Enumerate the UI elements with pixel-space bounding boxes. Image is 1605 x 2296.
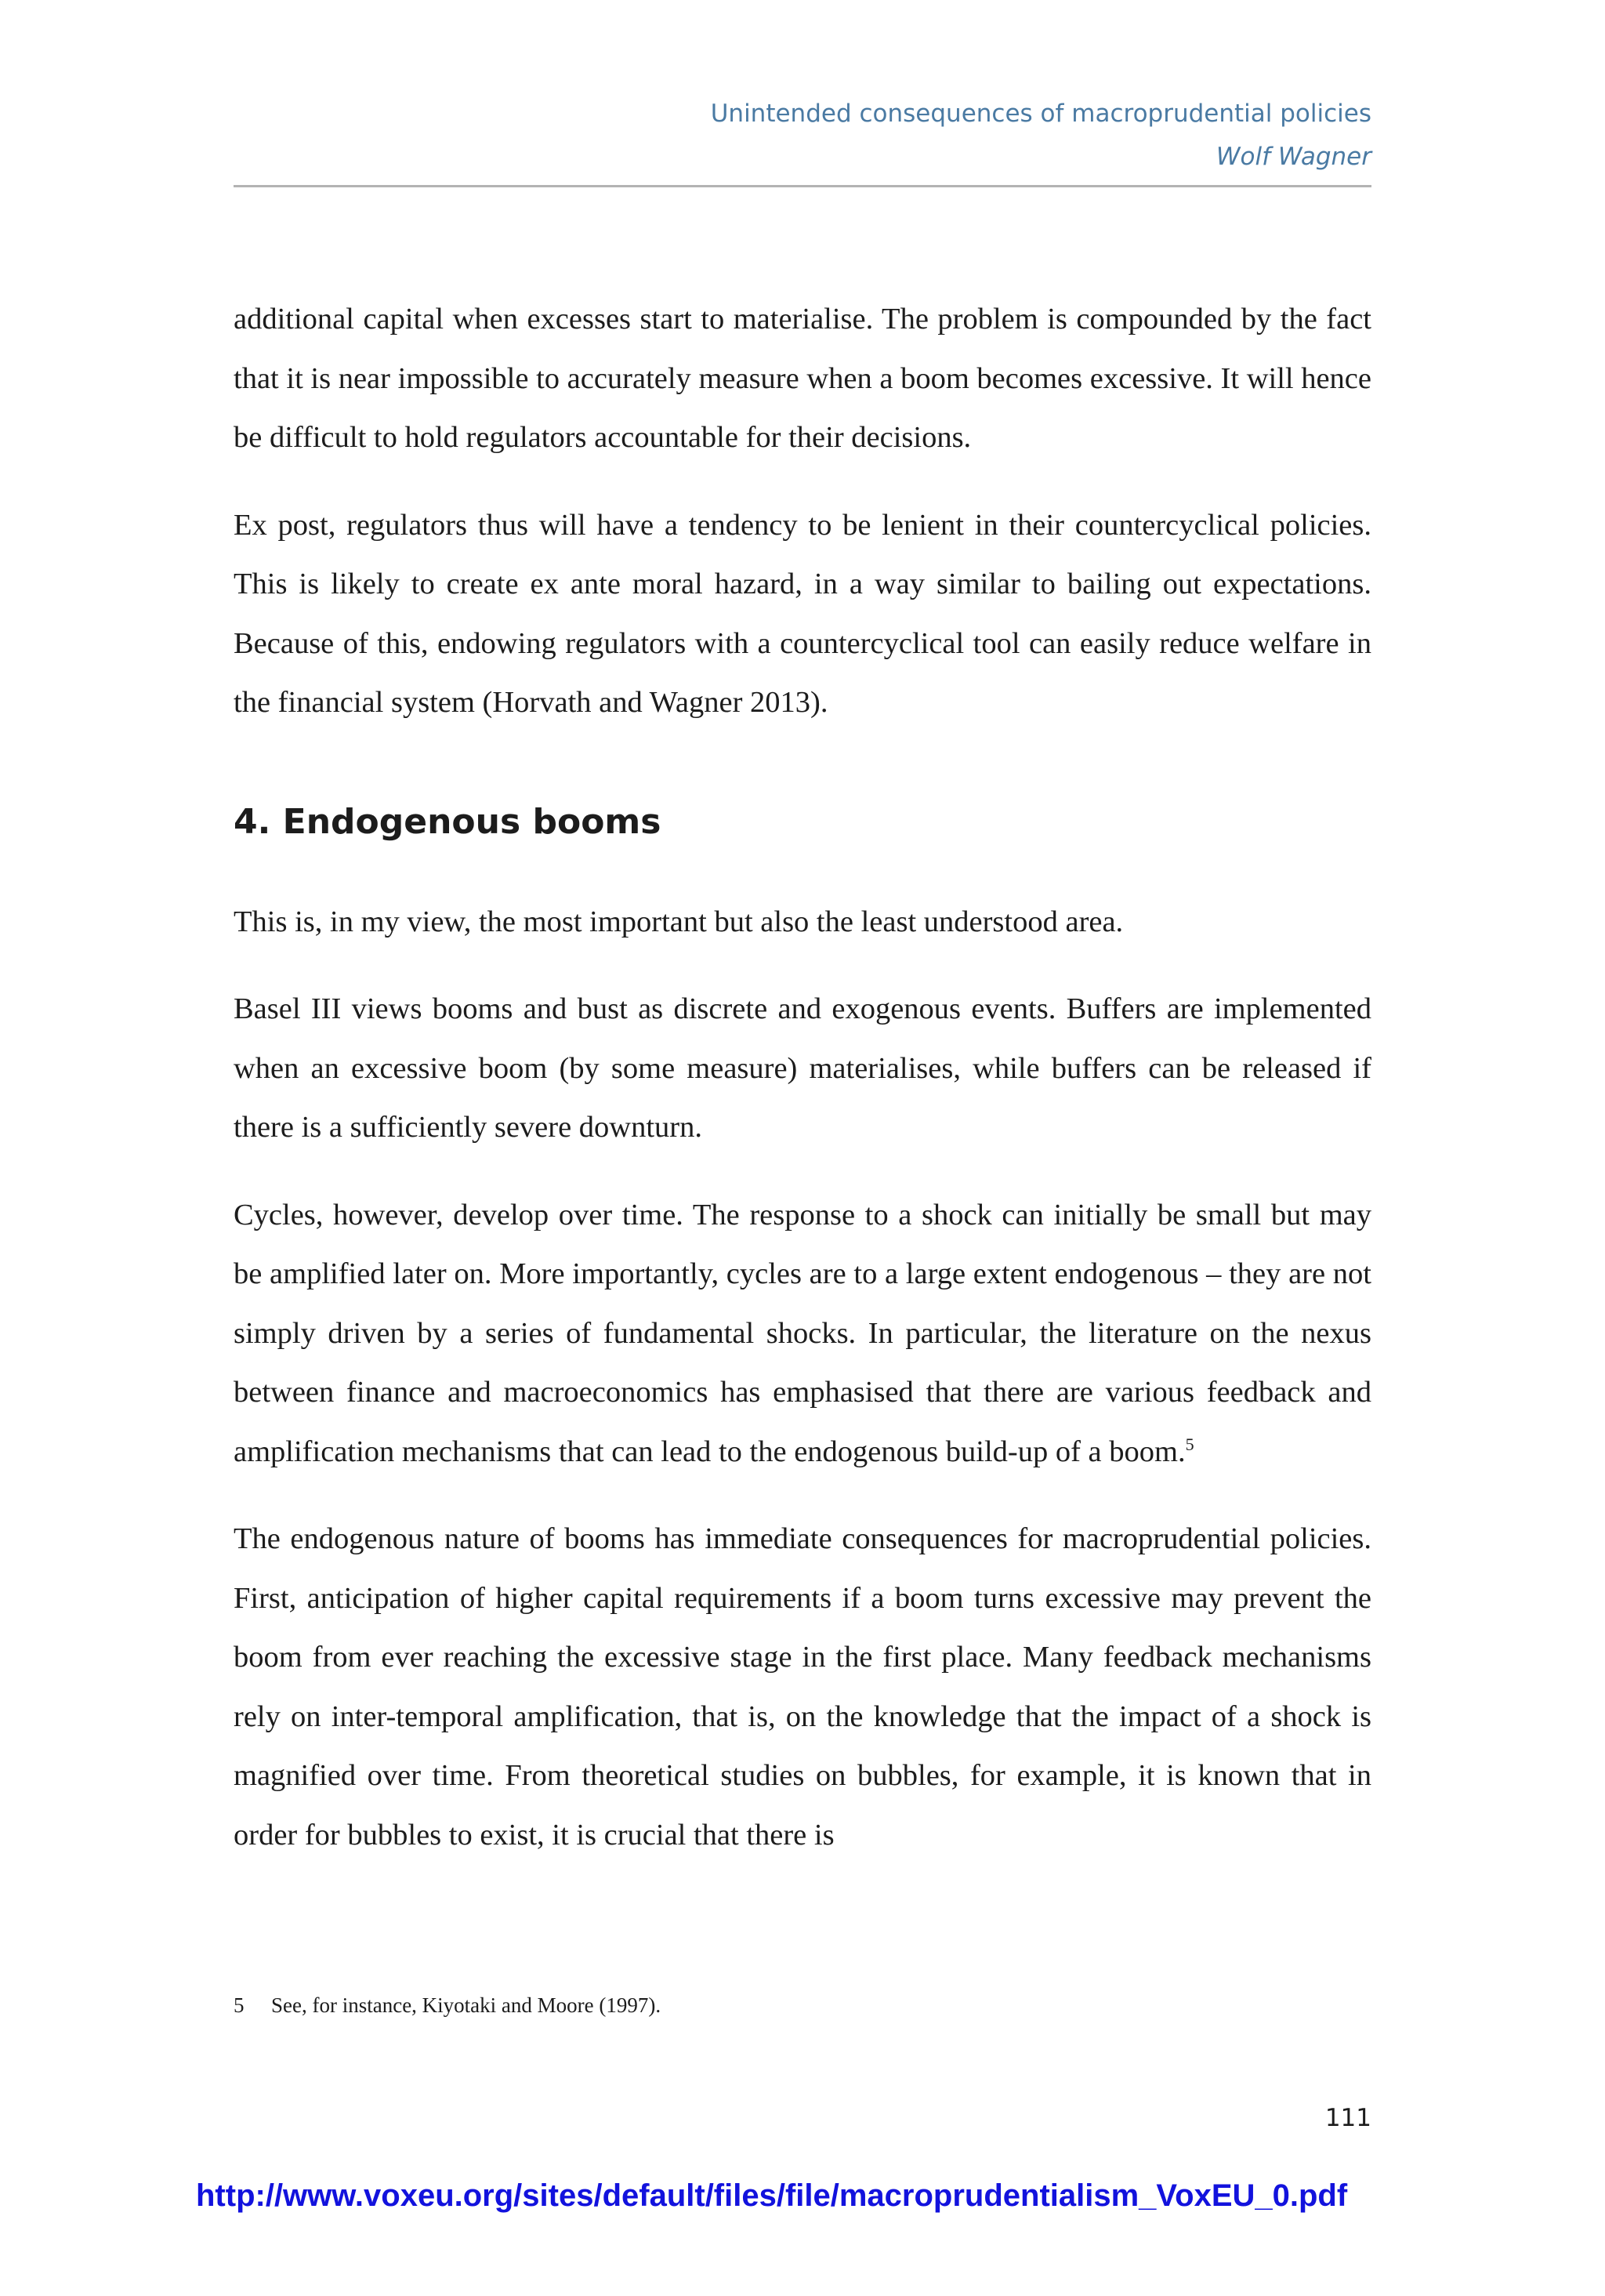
header-author: Wolf Wagner (1216, 143, 1371, 171)
paragraph-4: Basel III views booms and bust as discrete and exogenous events. Buffers are implemented when an excessive boom (by some measure) materialises, while buffers can be released if there is a sufficiently severe downturn. (234, 992, 1371, 1144)
header-title: Unintended consequences of macroprudential policies (710, 100, 1371, 128)
footnote (234, 1990, 1371, 2021)
paragraph-5 (234, 1186, 1371, 1482)
footnote-text: See, for instance, Kiyotaki and Moore (1997). (271, 1993, 661, 2017)
running-header (234, 92, 1371, 179)
paragraph-2: Ex post, regulators thus will have a tendency to be lenient in their countercyclical policies. This is likely to create ex ante moral hazard, in a way similar to bailing out expectations. Because of this, endowing regulators with a countercyclical tool can easily reduce welfare in the financial system (Horvath and Wagner 2013). (234, 508, 1371, 719)
paragraph-5-text: Cycles, however, develop over time. The response to a shock can initially be small but may be amplified later on. More importantly, cycles are to a large extent endogenous – they are not simply driven by a series of fundamental shocks. In particular, the literature on the nexus between finance and macroeconomics has emphasised that there are various feedback and amplification mechanisms that can lead to the endogenous build-up of a boom. (234, 1198, 1371, 1468)
source-url-link[interactable]: http://www.voxeu.org/sites/default/files/file/macroprudentialism_VoxEU_0.pdf (196, 2178, 1348, 2213)
page-number: 111 (1324, 2104, 1371, 2132)
paragraph-1: additional capital when excesses start to materialise. The problem is compounded by the fact that it is near impossible to accurately measure when a boom becomes excessive. It will hence be difficult to hold regulators accountable for their decisions. (234, 303, 1371, 454)
header-divider (234, 185, 1371, 187)
paragraph-3: This is, in my view, the most important but also the least understood area. (234, 905, 1124, 938)
footnote-reference[interactable]: 5 (1185, 1434, 1194, 1454)
footnote-number: 5 (234, 1993, 245, 2017)
paragraph-6: The endogenous nature of booms has immediate consequences for macroprudential policies. First, anticipation of higher capital requirements if a boom turns excessive may prevent the boom from ever reaching the excessive stage in the first place. Many feedback mechanisms rely on inter-temporal amplification, that is, on the knowledge that the impact of a shock is magnified over time. From theoretical studies on bubbles, for example, it is known that in order for bubbles to exist, it is crucial that there is (234, 1522, 1371, 1852)
body-text (234, 290, 1371, 1893)
section-heading: 4. Endogenous booms (234, 801, 661, 842)
